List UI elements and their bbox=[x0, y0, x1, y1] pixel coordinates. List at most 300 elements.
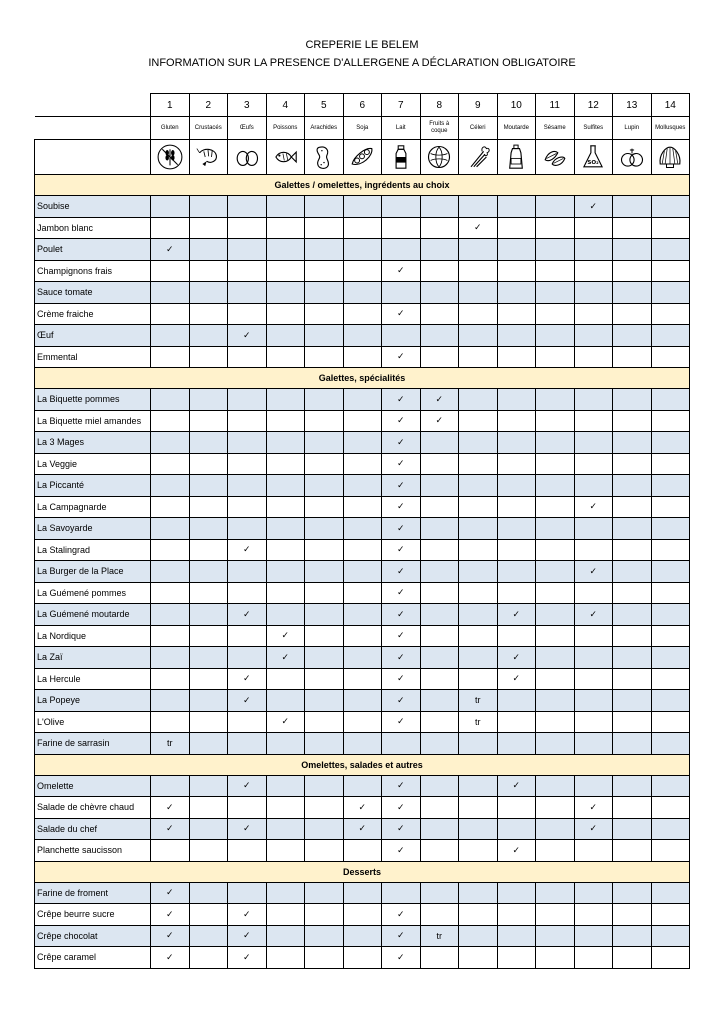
allergen-mark: ✓ bbox=[497, 668, 536, 690]
empty-cell bbox=[228, 303, 267, 325]
table-row bbox=[35, 410, 690, 432]
allergen-number: 4 bbox=[266, 94, 305, 117]
empty-cell bbox=[536, 840, 575, 862]
allergen-mark: ✓ bbox=[228, 668, 267, 690]
table-row bbox=[35, 303, 690, 325]
empty-cell bbox=[613, 432, 652, 454]
empty-cell bbox=[459, 346, 498, 368]
section-title: Galettes, spécialités bbox=[35, 368, 690, 389]
allergen-mark: ✓ bbox=[382, 604, 421, 626]
empty-cell bbox=[651, 904, 690, 926]
empty-cell bbox=[151, 217, 190, 239]
allergen-number: 7 bbox=[382, 94, 421, 117]
allergen-name: Mollusques bbox=[651, 117, 690, 140]
empty-cell bbox=[459, 625, 498, 647]
empty-cell bbox=[459, 260, 498, 282]
empty-cell bbox=[613, 260, 652, 282]
table-row bbox=[35, 539, 690, 561]
allergen-mark: ✓ bbox=[228, 904, 267, 926]
empty-cell bbox=[420, 882, 459, 904]
empty-cell bbox=[266, 733, 305, 755]
empty-cell bbox=[536, 625, 575, 647]
dish-name: Omelette bbox=[35, 775, 151, 797]
empty-cell bbox=[266, 775, 305, 797]
empty-cell bbox=[343, 882, 382, 904]
allergen-mark: ✓ bbox=[228, 325, 267, 347]
empty-cell bbox=[266, 432, 305, 454]
empty-cell bbox=[305, 840, 344, 862]
empty-cell bbox=[420, 496, 459, 518]
empty-cell bbox=[497, 196, 536, 218]
table-row bbox=[35, 325, 690, 347]
empty-cell bbox=[651, 733, 690, 755]
empty-cell bbox=[497, 260, 536, 282]
empty-cell bbox=[574, 647, 613, 669]
empty-cell bbox=[305, 625, 344, 647]
empty-cell bbox=[305, 904, 344, 926]
empty-cell bbox=[420, 453, 459, 475]
milk-bottle-icon bbox=[382, 143, 420, 171]
empty-cell bbox=[189, 539, 228, 561]
empty-cell bbox=[305, 733, 344, 755]
empty-cell bbox=[382, 325, 421, 347]
section-header-row bbox=[35, 368, 690, 389]
empty-cell bbox=[420, 539, 459, 561]
empty-cell bbox=[151, 775, 190, 797]
empty-cell bbox=[189, 196, 228, 218]
empty-cell bbox=[305, 346, 344, 368]
empty-cell bbox=[343, 303, 382, 325]
empty-cell bbox=[343, 239, 382, 261]
empty-cell bbox=[613, 733, 652, 755]
empty-cell bbox=[613, 797, 652, 819]
empty-cell bbox=[536, 690, 575, 712]
empty-cell bbox=[536, 518, 575, 540]
empty-cell bbox=[613, 496, 652, 518]
empty-cell bbox=[536, 711, 575, 733]
dish-name: Crêpe chocolat bbox=[35, 925, 151, 947]
empty-cell bbox=[343, 947, 382, 969]
empty-cell bbox=[459, 410, 498, 432]
empty-cell bbox=[382, 196, 421, 218]
empty-cell bbox=[151, 325, 190, 347]
dish-name: Crêpe beurre sucre bbox=[35, 904, 151, 926]
allergen-mark: ✓ bbox=[151, 797, 190, 819]
empty-cell bbox=[651, 561, 690, 583]
empty-cell bbox=[266, 239, 305, 261]
empty-cell bbox=[459, 840, 498, 862]
icon-label-cell bbox=[35, 140, 151, 175]
empty-cell bbox=[497, 432, 536, 454]
allergen-mark: ✓ bbox=[343, 797, 382, 819]
empty-cell bbox=[305, 475, 344, 497]
empty-cell bbox=[536, 303, 575, 325]
allergen-mark: ✓ bbox=[497, 840, 536, 862]
table-row bbox=[35, 518, 690, 540]
empty-cell bbox=[266, 196, 305, 218]
empty-cell bbox=[228, 882, 267, 904]
dish-name: Emmental bbox=[35, 346, 151, 368]
page-header bbox=[0, 36, 724, 72]
dish-name: La Piccanté bbox=[35, 475, 151, 497]
allergen-mark: ✓ bbox=[382, 904, 421, 926]
empty-cell bbox=[459, 518, 498, 540]
allergen-mark: ✓ bbox=[382, 389, 421, 411]
empty-cell bbox=[536, 582, 575, 604]
empty-cell bbox=[189, 625, 228, 647]
allergen-name: Sésame bbox=[536, 117, 575, 140]
allergen-name: Œufs bbox=[228, 117, 267, 140]
empty-cell bbox=[420, 518, 459, 540]
table-row bbox=[35, 561, 690, 583]
table-row bbox=[35, 496, 690, 518]
empty-cell bbox=[536, 346, 575, 368]
empty-cell bbox=[228, 733, 267, 755]
allergen-mark: ✓ bbox=[266, 711, 305, 733]
allergen-mark: ✓ bbox=[382, 668, 421, 690]
empty-cell bbox=[343, 904, 382, 926]
empty-cell bbox=[189, 410, 228, 432]
empty-cell bbox=[613, 604, 652, 626]
table-row bbox=[35, 925, 690, 947]
empty-cell bbox=[651, 925, 690, 947]
empty-cell bbox=[536, 453, 575, 475]
empty-cell bbox=[420, 217, 459, 239]
allergen-mark: ✓ bbox=[382, 410, 421, 432]
empty-cell bbox=[266, 539, 305, 561]
empty-cell bbox=[343, 217, 382, 239]
empty-cell bbox=[613, 346, 652, 368]
empty-cell bbox=[613, 518, 652, 540]
empty-cell bbox=[189, 518, 228, 540]
allergen-mark: ✓ bbox=[497, 775, 536, 797]
empty-cell bbox=[497, 882, 536, 904]
empty-cell bbox=[305, 518, 344, 540]
empty-cell bbox=[651, 282, 690, 304]
allergen-name: Fruits à coque bbox=[420, 117, 459, 140]
empty-cell bbox=[459, 196, 498, 218]
empty-cell bbox=[151, 303, 190, 325]
table-row bbox=[35, 668, 690, 690]
empty-cell bbox=[497, 582, 536, 604]
dish-name: Salade du chef bbox=[35, 818, 151, 840]
allergen-number-row bbox=[35, 94, 690, 117]
empty-cell bbox=[266, 947, 305, 969]
allergen-mark: tr bbox=[151, 733, 190, 755]
allergen-mark: ✓ bbox=[382, 947, 421, 969]
allergen-mark: ✓ bbox=[382, 818, 421, 840]
empty-cell bbox=[305, 668, 344, 690]
table-row bbox=[35, 346, 690, 368]
empty-cell bbox=[189, 239, 228, 261]
empty-cell bbox=[651, 475, 690, 497]
empty-cell bbox=[574, 303, 613, 325]
empty-cell bbox=[651, 690, 690, 712]
empty-cell bbox=[305, 561, 344, 583]
empty-cell bbox=[228, 346, 267, 368]
empty-cell bbox=[305, 410, 344, 432]
table-row bbox=[35, 690, 690, 712]
empty-cell bbox=[382, 882, 421, 904]
empty-cell bbox=[613, 882, 652, 904]
empty-cell bbox=[266, 217, 305, 239]
empty-cell bbox=[651, 625, 690, 647]
empty-cell bbox=[228, 582, 267, 604]
dish-name: La Zaï bbox=[35, 647, 151, 669]
empty-cell bbox=[305, 775, 344, 797]
empty-cell bbox=[651, 346, 690, 368]
soy-icon bbox=[344, 143, 382, 171]
empty-cell bbox=[382, 282, 421, 304]
dish-name: La Savoyarde bbox=[35, 518, 151, 540]
empty-cell bbox=[228, 410, 267, 432]
empty-cell bbox=[497, 496, 536, 518]
empty-cell bbox=[497, 325, 536, 347]
allergen-number: 11 bbox=[536, 94, 575, 117]
allergen-number: 2 bbox=[189, 94, 228, 117]
empty-cell bbox=[459, 925, 498, 947]
allergen-mark: ✓ bbox=[382, 925, 421, 947]
section-title: Desserts bbox=[35, 861, 690, 882]
empty-cell bbox=[497, 947, 536, 969]
empty-cell bbox=[651, 496, 690, 518]
sesame-icon bbox=[536, 143, 574, 171]
dish-name: La Biquette pommes bbox=[35, 389, 151, 411]
empty-cell bbox=[420, 625, 459, 647]
empty-cell bbox=[536, 196, 575, 218]
empty-cell bbox=[189, 947, 228, 969]
allergen-name: Sulfites bbox=[574, 117, 613, 140]
empty-cell bbox=[151, 346, 190, 368]
empty-cell bbox=[420, 668, 459, 690]
empty-cell bbox=[613, 325, 652, 347]
allergen-mark: ✓ bbox=[151, 904, 190, 926]
empty-cell bbox=[613, 625, 652, 647]
allergen-icon-cell bbox=[497, 140, 536, 175]
empty-cell bbox=[497, 539, 536, 561]
empty-cell bbox=[651, 325, 690, 347]
allergen-mark: ✓ bbox=[382, 797, 421, 819]
empty-cell bbox=[266, 818, 305, 840]
empty-cell bbox=[536, 904, 575, 926]
empty-cell bbox=[574, 260, 613, 282]
allergen-icon-cell bbox=[343, 140, 382, 175]
empty-cell bbox=[266, 561, 305, 583]
empty-cell bbox=[613, 647, 652, 669]
empty-cell bbox=[151, 625, 190, 647]
empty-cell bbox=[497, 518, 536, 540]
empty-cell bbox=[651, 775, 690, 797]
allergen-mark: ✓ bbox=[459, 217, 498, 239]
empty-cell bbox=[613, 475, 652, 497]
empty-cell bbox=[574, 711, 613, 733]
empty-cell bbox=[420, 325, 459, 347]
empty-cell bbox=[189, 690, 228, 712]
empty-cell bbox=[343, 604, 382, 626]
allergen-mark: ✓ bbox=[266, 625, 305, 647]
empty-cell bbox=[266, 410, 305, 432]
allergen-mark: ✓ bbox=[228, 539, 267, 561]
empty-cell bbox=[266, 260, 305, 282]
allergen-mark: ✓ bbox=[382, 475, 421, 497]
empty-cell bbox=[459, 582, 498, 604]
empty-cell bbox=[420, 711, 459, 733]
allergen-icon-cell bbox=[651, 140, 690, 175]
table-row bbox=[35, 947, 690, 969]
empty-cell bbox=[536, 325, 575, 347]
sulfite-flask-icon bbox=[575, 143, 613, 171]
empty-cell bbox=[536, 282, 575, 304]
empty-cell bbox=[151, 539, 190, 561]
empty-cell bbox=[536, 947, 575, 969]
allergen-mark: ✓ bbox=[420, 410, 459, 432]
allergen-number: 9 bbox=[459, 94, 498, 117]
dish-name: Planchette saucisson bbox=[35, 840, 151, 862]
dish-name: L'Olive bbox=[35, 711, 151, 733]
empty-cell bbox=[536, 561, 575, 583]
empty-cell bbox=[305, 604, 344, 626]
shell-icon bbox=[652, 143, 690, 171]
allergen-mark: ✓ bbox=[382, 260, 421, 282]
empty-cell bbox=[151, 260, 190, 282]
empty-cell bbox=[459, 561, 498, 583]
empty-cell bbox=[189, 711, 228, 733]
dish-name: Jambon blanc bbox=[35, 217, 151, 239]
page-subtitle: INFORMATION SUR LA PRESENCE D'ALLERGENE A DÉCLARATION OBLIGATOIRE bbox=[148, 57, 576, 69]
empty-cell bbox=[651, 840, 690, 862]
allergen-mark: ✓ bbox=[151, 818, 190, 840]
empty-cell bbox=[536, 775, 575, 797]
dish-name: La Guémené pommes bbox=[35, 582, 151, 604]
empty-cell bbox=[613, 217, 652, 239]
empty-cell bbox=[189, 904, 228, 926]
allergen-mark: ✓ bbox=[497, 604, 536, 626]
empty-cell bbox=[266, 475, 305, 497]
empty-cell bbox=[189, 582, 228, 604]
empty-cell bbox=[420, 797, 459, 819]
dish-name: La Nordique bbox=[35, 625, 151, 647]
empty-cell bbox=[420, 346, 459, 368]
empty-cell bbox=[497, 733, 536, 755]
empty-cell bbox=[536, 539, 575, 561]
empty-cell bbox=[189, 475, 228, 497]
empty-cell bbox=[651, 882, 690, 904]
empty-cell bbox=[613, 925, 652, 947]
empty-cell bbox=[305, 797, 344, 819]
empty-cell bbox=[189, 797, 228, 819]
empty-cell bbox=[266, 668, 305, 690]
section-header-row bbox=[35, 861, 690, 882]
empty-cell bbox=[151, 561, 190, 583]
empty-cell bbox=[536, 217, 575, 239]
empty-cell bbox=[574, 668, 613, 690]
empty-cell bbox=[151, 582, 190, 604]
empty-cell bbox=[536, 925, 575, 947]
dish-name: La Guémené moutarde bbox=[35, 604, 151, 626]
allergen-mark: ✓ bbox=[382, 775, 421, 797]
allergen-icon-cell bbox=[420, 140, 459, 175]
dish-name: Champignons frais bbox=[35, 260, 151, 282]
empty-cell bbox=[151, 518, 190, 540]
allergen-icon-cell bbox=[151, 140, 190, 175]
empty-cell bbox=[343, 733, 382, 755]
empty-cell bbox=[189, 346, 228, 368]
empty-cell bbox=[266, 282, 305, 304]
empty-cell bbox=[651, 303, 690, 325]
empty-cell bbox=[420, 733, 459, 755]
dish-name: Farine de sarrasin bbox=[35, 733, 151, 755]
allergen-name: Moutarde bbox=[497, 117, 536, 140]
empty-cell bbox=[189, 561, 228, 583]
empty-cell bbox=[574, 582, 613, 604]
section-header-row bbox=[35, 754, 690, 775]
empty-cell bbox=[536, 882, 575, 904]
empty-cell bbox=[228, 282, 267, 304]
allergen-icon-cell bbox=[228, 140, 267, 175]
shrimp-icon bbox=[190, 143, 228, 171]
allergen-number: 12 bbox=[574, 94, 613, 117]
empty-cell bbox=[305, 882, 344, 904]
empty-cell bbox=[497, 453, 536, 475]
section-title: Galettes / omelettes, ingrédents au choix bbox=[35, 175, 690, 196]
empty-cell bbox=[189, 453, 228, 475]
empty-cell bbox=[420, 239, 459, 261]
table-row bbox=[35, 582, 690, 604]
allergen-icon-cell bbox=[189, 140, 228, 175]
table-row bbox=[35, 196, 690, 218]
dish-name: La Veggie bbox=[35, 453, 151, 475]
empty-cell bbox=[305, 260, 344, 282]
empty-cell bbox=[266, 518, 305, 540]
empty-cell bbox=[613, 711, 652, 733]
celery-icon bbox=[459, 143, 497, 171]
allergen-name: Céleri bbox=[459, 117, 498, 140]
empty-cell bbox=[151, 647, 190, 669]
allergen-name-row bbox=[35, 117, 690, 140]
table-row bbox=[35, 389, 690, 411]
dish-name: Salade de chèvre chaud bbox=[35, 797, 151, 819]
empty-cell bbox=[651, 518, 690, 540]
empty-cell bbox=[343, 775, 382, 797]
empty-cell bbox=[151, 668, 190, 690]
empty-cell bbox=[189, 303, 228, 325]
empty-cell bbox=[497, 282, 536, 304]
allergen-mark: ✓ bbox=[382, 561, 421, 583]
empty-cell bbox=[305, 217, 344, 239]
empty-cell bbox=[613, 818, 652, 840]
empty-cell bbox=[459, 668, 498, 690]
table-row bbox=[35, 882, 690, 904]
empty-cell bbox=[228, 389, 267, 411]
allergen-mark: ✓ bbox=[382, 711, 421, 733]
empty-cell bbox=[651, 432, 690, 454]
empty-cell bbox=[305, 325, 344, 347]
empty-cell bbox=[228, 432, 267, 454]
empty-cell bbox=[420, 647, 459, 669]
allergen-name: Lait bbox=[382, 117, 421, 140]
empty-cell bbox=[420, 818, 459, 840]
empty-cell bbox=[613, 947, 652, 969]
allergen-mark: ✓ bbox=[382, 453, 421, 475]
allergen-mark: ✓ bbox=[151, 239, 190, 261]
empty-cell bbox=[613, 690, 652, 712]
empty-cell bbox=[189, 260, 228, 282]
allergen-mark: ✓ bbox=[228, 775, 267, 797]
empty-cell bbox=[574, 432, 613, 454]
allergen-mark: ✓ bbox=[228, 818, 267, 840]
empty-cell bbox=[343, 690, 382, 712]
empty-cell bbox=[613, 303, 652, 325]
